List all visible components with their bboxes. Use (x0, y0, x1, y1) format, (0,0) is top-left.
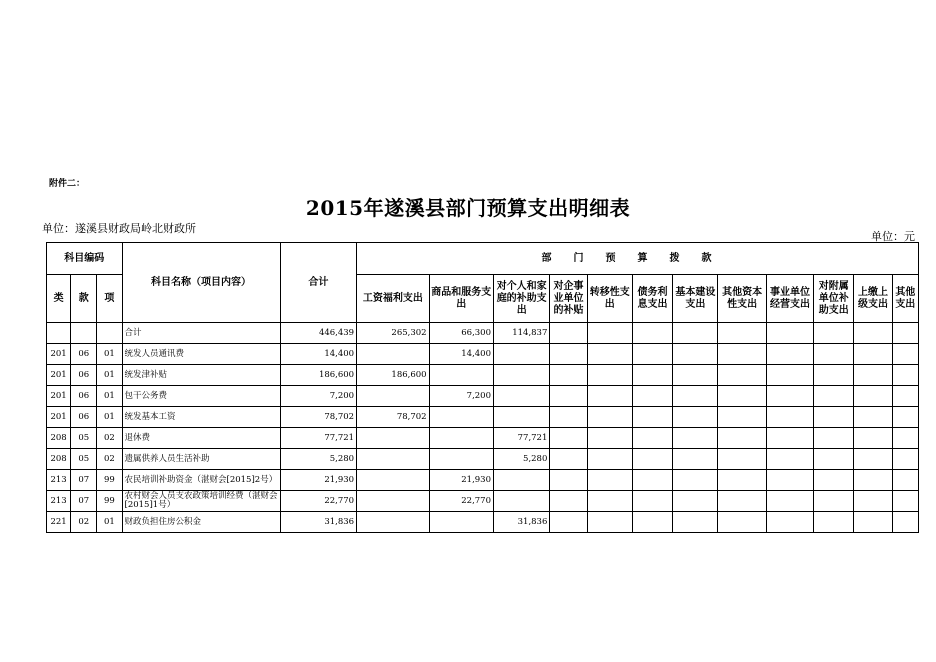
cell (673, 407, 718, 428)
cell (587, 344, 632, 365)
cell (587, 491, 632, 512)
col-header-enterprise: 对企事业单位的补贴 (550, 275, 587, 323)
cell (892, 407, 918, 428)
cell (892, 323, 918, 344)
col-header-transfer: 转移性支出 (587, 275, 632, 323)
cell (673, 470, 718, 491)
cell (814, 344, 854, 365)
cell (766, 407, 813, 428)
col-header-other-capital: 其他资本性支出 (718, 275, 766, 323)
row-salary (357, 470, 429, 491)
row-name: 财政负担住房公积金 (122, 512, 280, 533)
total-header: 合计 (280, 243, 357, 323)
row-salary (357, 428, 429, 449)
row-name: 统发津补贴 (122, 365, 280, 386)
cell (632, 407, 672, 428)
row-salary (357, 512, 429, 533)
row-total: 78,702 (280, 407, 357, 428)
data-rows (47, 344, 919, 533)
row-xiang: 01 (97, 407, 122, 428)
row-salary: 186,600 (357, 365, 429, 386)
cell (673, 386, 718, 407)
col-header-construction: 基本建设支出 (673, 275, 718, 323)
lei-header: 类 (47, 275, 71, 323)
row-xiang: 99 (97, 470, 122, 491)
cell (673, 344, 718, 365)
table-row (47, 512, 919, 533)
table-row (47, 449, 919, 470)
row-xiang: 01 (97, 344, 122, 365)
cell (854, 470, 892, 491)
table-row (47, 407, 919, 428)
row-kuan: 05 (71, 428, 97, 449)
row-lei: 201 (47, 407, 71, 428)
cell (632, 386, 672, 407)
row-goods: 21,930 (429, 470, 493, 491)
table-row (47, 344, 919, 365)
row-goods: 22,770 (429, 491, 493, 512)
row-name: 退休费 (122, 428, 280, 449)
budget-table (46, 242, 919, 533)
cell (550, 323, 587, 344)
row-lei: 201 (47, 365, 71, 386)
summary-goods: 66,300 (429, 323, 493, 344)
summary-personal: 114,837 (494, 323, 550, 344)
cell (587, 428, 632, 449)
unit-organization: 单位：遂溪县财政局岭北财政所 (42, 222, 196, 235)
row-name: 农民培训补助资金（湛财会[2015]2号） (122, 470, 280, 491)
cell (718, 512, 766, 533)
cell (718, 491, 766, 512)
cell (854, 449, 892, 470)
row-name: 遗属供养人员生活补助 (122, 449, 280, 470)
row-kuan: 05 (71, 449, 97, 470)
cell (587, 407, 632, 428)
cell (814, 512, 854, 533)
cell (587, 323, 632, 344)
row-goods (429, 449, 493, 470)
cell (718, 407, 766, 428)
row-total: 21,930 (280, 470, 357, 491)
cell (97, 323, 122, 344)
cell (892, 428, 918, 449)
row-xiang: 01 (97, 512, 122, 533)
cell (587, 512, 632, 533)
row-salary (357, 449, 429, 470)
col-header-affiliate: 对附属单位补助支出 (814, 275, 854, 323)
cell (587, 365, 632, 386)
row-lei: 213 (47, 491, 71, 512)
col-header-business: 事业单位经营支出 (766, 275, 813, 323)
appropriation-header: 部门预算拨款 (357, 243, 919, 275)
cell (632, 512, 672, 533)
row-goods (429, 407, 493, 428)
row-name: 统发基本工资 (122, 407, 280, 428)
row-name: 包干公务费 (122, 386, 280, 407)
cell (718, 386, 766, 407)
cell (673, 323, 718, 344)
row-lei: 201 (47, 344, 71, 365)
cell (587, 449, 632, 470)
cell (854, 365, 892, 386)
cell (632, 344, 672, 365)
row-xiang: 99 (97, 491, 122, 512)
cell (632, 470, 672, 491)
cell (892, 491, 918, 512)
col-header-goods: 商品和服务支出 (429, 275, 493, 323)
row-salary (357, 344, 429, 365)
cell (718, 365, 766, 386)
cell (814, 428, 854, 449)
cell (673, 365, 718, 386)
row-personal: 77,721 (494, 428, 550, 449)
table-row (47, 428, 919, 449)
row-salary (357, 491, 429, 512)
row-salary (357, 386, 429, 407)
cell (550, 407, 587, 428)
row-lei: 208 (47, 428, 71, 449)
row-total: 14,400 (280, 344, 357, 365)
cell (814, 491, 854, 512)
row-lei: 221 (47, 512, 71, 533)
col-header-salary: 工资福利支出 (357, 275, 429, 323)
cell (854, 344, 892, 365)
row-name: 农村财会人员支农政策培训经费（湛财会[2015]1号） (122, 491, 280, 512)
col-header-other: 其他支出 (892, 275, 918, 323)
xiang-header: 项 (97, 275, 122, 323)
cell (766, 449, 813, 470)
row-kuan: 07 (71, 491, 97, 512)
row-personal (494, 344, 550, 365)
page-title: 2015年遂溪县部门预算支出明细表 (305, 196, 631, 220)
row-kuan: 06 (71, 365, 97, 386)
cell (632, 323, 672, 344)
cell (766, 323, 813, 344)
cell (550, 386, 587, 407)
cell (854, 386, 892, 407)
cell (550, 428, 587, 449)
kuan-header: 款 (71, 275, 97, 323)
row-personal (494, 407, 550, 428)
cell (766, 386, 813, 407)
unit-currency: 单位：元 (871, 230, 915, 243)
row-lei: 201 (47, 386, 71, 407)
row-xiang: 01 (97, 365, 122, 386)
cell (892, 512, 918, 533)
cell (766, 428, 813, 449)
row-lei: 208 (47, 449, 71, 470)
row-personal (494, 386, 550, 407)
cell (632, 365, 672, 386)
cell (587, 386, 632, 407)
cell (673, 491, 718, 512)
row-personal: 31,836 (494, 512, 550, 533)
cell (892, 449, 918, 470)
cell (766, 470, 813, 491)
cell (673, 428, 718, 449)
cell (632, 491, 672, 512)
cell (587, 470, 632, 491)
cell (766, 344, 813, 365)
row-goods (429, 365, 493, 386)
cell (718, 449, 766, 470)
cell (892, 386, 918, 407)
cell (854, 512, 892, 533)
table-row (47, 365, 919, 386)
row-total: 77,721 (280, 428, 357, 449)
row-lei: 213 (47, 470, 71, 491)
col-header-debt: 债务利息支出 (632, 275, 672, 323)
row-kuan: 07 (71, 470, 97, 491)
cell (550, 470, 587, 491)
cell (766, 365, 813, 386)
cell (814, 470, 854, 491)
row-kuan: 06 (71, 344, 97, 365)
cell (892, 344, 918, 365)
cell (718, 470, 766, 491)
cell (550, 512, 587, 533)
table-row (47, 386, 919, 407)
row-goods (429, 428, 493, 449)
row-name: 统发人员通讯费 (122, 344, 280, 365)
table-row (47, 470, 919, 491)
cell (854, 407, 892, 428)
cell (550, 365, 587, 386)
col-header-personal: 对个人和家庭的补助支出 (494, 275, 550, 323)
cell (854, 323, 892, 344)
row-kuan: 06 (71, 407, 97, 428)
cell (632, 449, 672, 470)
cell (718, 323, 766, 344)
subject-code-header: 科目编码 (47, 243, 123, 275)
row-total: 31,836 (280, 512, 357, 533)
cell (854, 428, 892, 449)
row-goods (429, 512, 493, 533)
cell (71, 323, 97, 344)
row-personal (494, 365, 550, 386)
row-total: 5,280 (280, 449, 357, 470)
summary-name: 合计 (122, 323, 280, 344)
subject-name-header: 科目名称（项目内容） (122, 243, 280, 323)
cell (632, 428, 672, 449)
summary-total: 446,439 (280, 323, 357, 344)
row-total: 22,770 (280, 491, 357, 512)
row-kuan: 06 (71, 386, 97, 407)
row-xiang: 02 (97, 449, 122, 470)
row-personal (494, 491, 550, 512)
col-header-remit: 上缴上级支出 (854, 275, 892, 323)
cell (766, 491, 813, 512)
cell (47, 323, 71, 344)
table-row (47, 491, 919, 512)
header-row-1 (47, 243, 919, 275)
row-personal: 5,280 (494, 449, 550, 470)
cell (892, 365, 918, 386)
cell (550, 449, 587, 470)
summary-row (47, 323, 919, 344)
cell (854, 491, 892, 512)
cell (814, 407, 854, 428)
row-xiang: 01 (97, 386, 122, 407)
cell (892, 470, 918, 491)
cell (814, 365, 854, 386)
cell (814, 449, 854, 470)
row-personal (494, 470, 550, 491)
cell (718, 344, 766, 365)
cell (673, 512, 718, 533)
cell (550, 344, 587, 365)
row-total: 7,200 (280, 386, 357, 407)
cell (550, 491, 587, 512)
row-kuan: 02 (71, 512, 97, 533)
row-xiang: 02 (97, 428, 122, 449)
row-goods: 7,200 (429, 386, 493, 407)
attachment-label: 附件二： (49, 179, 86, 189)
row-salary: 78,702 (357, 407, 429, 428)
cell (814, 386, 854, 407)
row-goods: 14,400 (429, 344, 493, 365)
row-total: 186,600 (280, 365, 357, 386)
cell (766, 512, 813, 533)
cell (814, 323, 854, 344)
cell (718, 428, 766, 449)
cell (673, 449, 718, 470)
summary-salary: 265,302 (357, 323, 429, 344)
